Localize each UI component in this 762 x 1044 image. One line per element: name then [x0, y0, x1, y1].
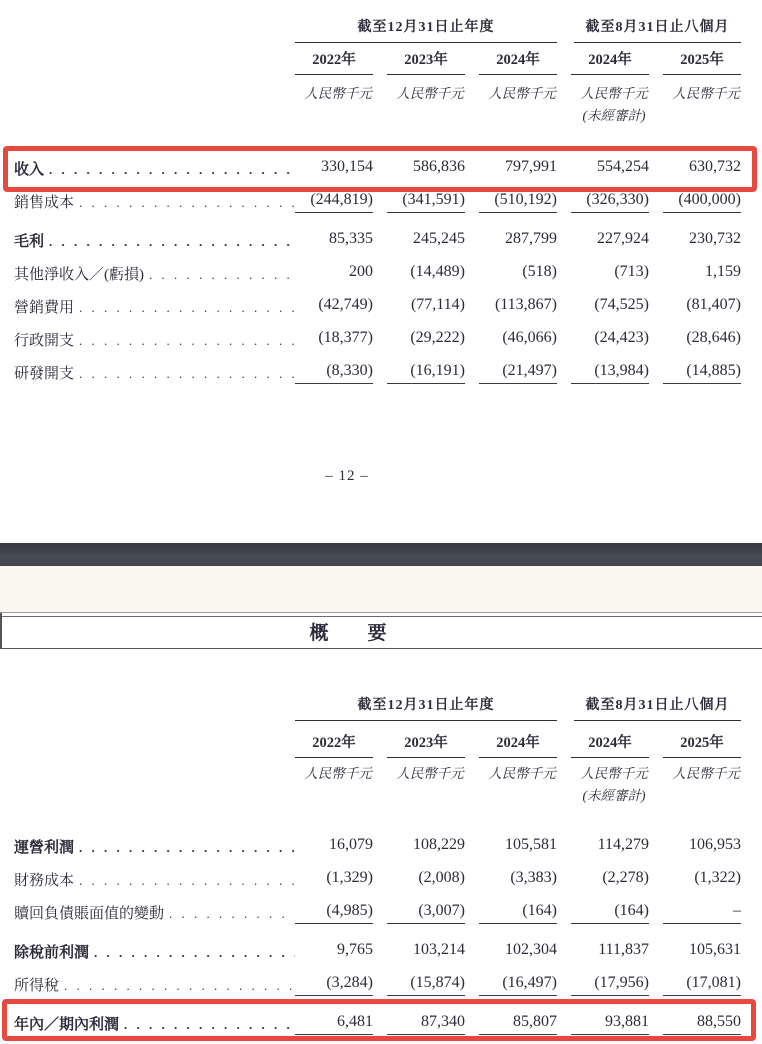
table2-unit-col3: 人民幣千元: [488, 766, 556, 781]
table-row: [14, 323, 755, 356]
dot-leader: [144, 267, 295, 283]
table-row: [14, 896, 755, 929]
row-value: (3,383): [510, 869, 557, 886]
row-value: 227,924: [597, 230, 649, 247]
table1-year-col2: 2023年: [387, 48, 465, 75]
row-value: 1,159: [705, 263, 741, 280]
row-label: 營銷費用: [14, 300, 75, 316]
table1-unit-row: [14, 82, 755, 102]
row-label: 贖回負債賬面值的變動: [14, 906, 165, 922]
row-value: (326,330): [571, 191, 649, 213]
row-label: 研發開支: [14, 366, 75, 382]
table2-unit-row: [14, 762, 755, 782]
table1-year-header-row: [14, 48, 755, 75]
table2-unit-col2: 人民幣千元: [396, 766, 464, 781]
row-label: 銷售成本: [14, 195, 75, 211]
table-row: [14, 863, 755, 896]
row-label: 毛利: [14, 234, 45, 250]
dot-leader: [44, 234, 295, 250]
page-number: – 12 –: [325, 468, 369, 484]
table1-year-col3: 2024年: [479, 48, 557, 75]
row-value: (1,322): [694, 869, 741, 886]
row-value: –: [663, 902, 741, 924]
summary-heading: 概 要: [309, 623, 397, 644]
row-value: (341,591): [387, 191, 465, 213]
table1-unit-col5: 人民幣千元: [672, 86, 740, 101]
row-value: 85,335: [329, 230, 373, 247]
table-row: [14, 290, 755, 323]
row-value: (244,819): [295, 191, 373, 213]
row-value: 245,245: [413, 230, 465, 247]
table1-year-col5: 2025年: [663, 48, 741, 75]
table2-unit-col1: 人民幣千元: [304, 766, 372, 781]
table-row: [14, 257, 755, 290]
heading-underline: [0, 648, 762, 649]
row-value: 85,807: [479, 1013, 557, 1035]
table1-unit-col4: 人民幣千元: [580, 86, 648, 101]
table1-group-header-row: [14, 16, 755, 48]
separator-band: [0, 543, 762, 566]
row-value: (518): [522, 263, 557, 280]
row-label: 收入: [14, 162, 45, 178]
page-gap-background: [0, 566, 762, 612]
row-value: 6,481: [295, 1013, 373, 1035]
row-label: 所得稅: [14, 978, 60, 994]
table2-unaudited-note: (未經審計): [582, 788, 646, 803]
row-value: 111,837: [598, 941, 649, 958]
row-value: 330,154: [321, 158, 373, 175]
row-value: 102,304: [505, 941, 557, 958]
table2-unit-col5: 人民幣千元: [672, 766, 740, 781]
row-value: 16,079: [329, 836, 373, 853]
table2-group-header-row: [14, 694, 755, 726]
row-value: 108,229: [413, 836, 465, 853]
dot-leader: [74, 333, 295, 349]
table2-year-header-row: [14, 731, 755, 758]
row-value: 797,991: [505, 158, 557, 175]
table1-unit-col3: 人民幣千元: [488, 86, 556, 101]
row-value: (81,407): [686, 296, 741, 313]
row-value: 114,279: [597, 836, 649, 853]
dot-leader: [59, 978, 295, 994]
row-value: (14,885): [663, 362, 741, 384]
table2-year-col2: 2023年: [387, 731, 465, 758]
table1-unit-col2: 人民幣千元: [396, 86, 464, 101]
row-label: 除稅前利潤: [14, 945, 90, 961]
table2-year-col5: 2025年: [663, 731, 741, 758]
row-value: 287,799: [505, 230, 557, 247]
row-label: 年內／期內利潤: [14, 1017, 120, 1033]
row-value: (510,192): [479, 191, 557, 213]
table1-group-annual: 截至12月31日止年度: [295, 16, 557, 43]
row-value: (713): [614, 263, 649, 280]
row-label: 行政開支: [14, 333, 75, 349]
row-value: (42,749): [318, 296, 373, 313]
table-row: [14, 356, 755, 389]
row-value: (164): [479, 902, 557, 924]
dot-leader: [74, 300, 295, 316]
table2-unit-col4: 人民幣千元: [580, 766, 648, 781]
table2-note-row: [14, 784, 755, 804]
row-value: 230,732: [689, 230, 741, 247]
table2-year-col1: 2022年: [295, 731, 373, 758]
table1-year-col1: 2022年: [295, 48, 373, 75]
row-value: 106,953: [689, 836, 741, 853]
row-label: 其他淨收入／(虧損): [14, 267, 144, 283]
row-value: (2,278): [602, 869, 649, 886]
table2-year-col4: 2024年: [571, 731, 649, 758]
table1-unit-col1: 人民幣千元: [304, 86, 372, 101]
table2-group-annual: 截至12月31日止年度: [295, 694, 557, 721]
row-value: (29,222): [410, 329, 465, 346]
row-value: (164): [571, 902, 649, 924]
page2-top-edge-shadow: [0, 616, 762, 617]
dot-leader: [164, 906, 295, 922]
row-value: (46,066): [502, 329, 557, 346]
page2-top-edge: [0, 612, 762, 613]
row-value: 200: [349, 263, 373, 280]
row-value: 93,881: [571, 1013, 649, 1035]
row-value: (28,646): [686, 329, 741, 346]
table1-unaudited-note: (未經審計): [582, 108, 646, 123]
table-row: [14, 935, 755, 968]
row-value: (21,497): [479, 362, 557, 384]
highlight-box-profit: [2, 999, 756, 1041]
row-value: 105,581: [505, 836, 557, 853]
row-label: 財務成本: [14, 873, 75, 889]
row-value: (3,284): [295, 974, 373, 996]
dot-leader: [89, 945, 295, 961]
row-value: (4,985): [295, 902, 373, 924]
row-value: 105,631: [689, 941, 741, 958]
row-value: (113,867): [494, 296, 557, 313]
highlight-box-revenue: [3, 146, 757, 192]
row-label: 運營利潤: [14, 840, 75, 856]
row-value: (8,330): [295, 362, 373, 384]
dot-leader: [74, 195, 295, 211]
table1-note-row: [14, 104, 755, 124]
row-value: (16,497): [479, 974, 557, 996]
row-value: (77,114): [410, 296, 465, 313]
table1-group-eight-months: 截至8月31日止八個月: [574, 16, 741, 43]
row-value: (24,423): [594, 329, 649, 346]
row-value: (3,007): [387, 902, 465, 924]
row-value: 554,254: [597, 158, 649, 175]
row-value: 103,214: [413, 941, 465, 958]
row-value: (14,489): [410, 263, 465, 280]
row-value: 87,340: [387, 1013, 465, 1035]
row-value: 88,550: [663, 1013, 741, 1035]
row-value: (74,525): [594, 296, 649, 313]
row-value: (13,984): [571, 362, 649, 384]
dot-leader: [74, 873, 295, 889]
table-row: [14, 830, 755, 863]
row-value: (400,000): [663, 191, 741, 213]
row-value: 586,836: [413, 158, 465, 175]
row-value: (2,008): [418, 869, 465, 886]
table-row: [14, 968, 755, 1001]
row-value: (16,191): [387, 362, 465, 384]
row-value: (18,377): [318, 329, 373, 346]
table2-year-col3: 2024年: [479, 731, 557, 758]
dot-leader: [74, 840, 295, 856]
row-value: 630,732: [689, 158, 741, 175]
table2-group-eight-months: 截至8月31日止八個月: [574, 694, 741, 721]
row-value: (17,956): [571, 974, 649, 996]
dot-leader: [74, 366, 295, 382]
table1-year-col4: 2024年: [571, 48, 649, 75]
row-value: (17,081): [663, 974, 741, 996]
row-value: (15,874): [387, 974, 465, 996]
table-row: [14, 224, 755, 257]
row-value: 9,765: [337, 941, 373, 958]
row-value: (1,329): [326, 869, 373, 886]
